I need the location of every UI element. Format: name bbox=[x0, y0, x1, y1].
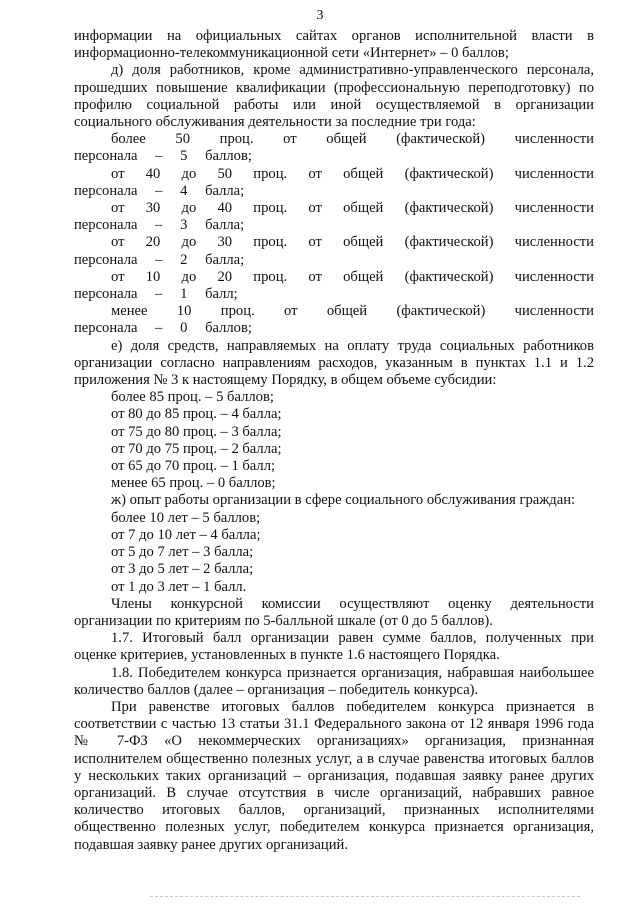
page-number: 3 bbox=[316, 8, 324, 23]
criterion-e-option: от 70 до 75 проц. – 2 балла; bbox=[111, 440, 282, 457]
criterion-zh-heading: ж) опыт работы организации в сфере социального обслуживания граждан: bbox=[111, 492, 576, 509]
criterion-e-option: от 65 до 70 проц. – 1 балл; bbox=[111, 458, 276, 475]
criterion-zh-option: от 5 до 7 лет – 3 балла; bbox=[111, 544, 254, 561]
criterion-e-option: от 75 до 80 проц. – 3 балла; bbox=[111, 423, 282, 440]
criterion-e-option: более 85 проц. – 5 баллов; bbox=[111, 389, 274, 406]
scan-artifact-line bbox=[150, 896, 580, 897]
clause-1-8: 1.8. Победителем конкурса признается организация, набравшая наибольшее количество баллов (далее – организация – победитель конкурса). bbox=[74, 664, 594, 698]
criterion-d-option: от 40 до 50 проц. от общей (фактической) численности персонала – 4 балла; bbox=[74, 165, 594, 199]
criterion-d-option: менее 10 проц. от общей (фактической) численности персонала – 0 баллов; bbox=[74, 303, 594, 337]
criterion-d-option: от 10 до 20 проц. от общей (фактической) численности персонала – 1 балл; bbox=[74, 268, 594, 303]
criterion-e-option: менее 65 проц. – 0 баллов; bbox=[111, 475, 276, 492]
paragraph-commission-evaluation: Члены конкурсной комиссии осуществляют оценку деятельности организации по критериям по 5-балльной шкале (от 0 до 5 баллов). bbox=[74, 595, 594, 629]
criterion-zh-option: от 3 до 5 лет – 2 балла; bbox=[111, 561, 254, 578]
criterion-d-option: более 50 проц. от общей (фактической) численности персонала – 5 баллов; bbox=[74, 131, 594, 165]
criterion-d-option: от 20 до 30 проц. от общей (фактической) численности персонала – 2 балла; bbox=[74, 234, 594, 268]
criterion-e-heading: е) доля средств, направляемых на оплату труда социальных работников организации согласно направлениям расходов, указанным в пунктах 1.1 и 1.2 приложения № 3 к настоящему Порядку, в общем объеме субсидии: bbox=[74, 337, 594, 389]
criterion-zh-option: от 7 до 10 лет – 4 балла; bbox=[111, 526, 261, 543]
paragraph-tie-rule: При равенстве итоговых баллов победителем конкурса признается в соответствии с частью 13 статьи 31.1 Федерального закона от 12 января 1996 года № 7-ФЗ «О некоммерческих организациях» организация, признанная исполнителем общественно полезных услуг, а в случае равенства итоговых баллов у нескольких таких организаций – организация, подавшая заявку ранее других организаций. В случае отсутствия в числе организаций, набравших равное количество итоговых баллов, организаций, признанных исполнителями общественно полезных услуг, победителем конкурса признается организация, подавшая заявку ранее других организаций. bbox=[74, 698, 594, 853]
criterion-zh-option: от 1 до 3 лет – 1 балл. bbox=[111, 578, 247, 595]
document-body bbox=[74, 28, 594, 854]
criterion-d-option: от 30 до 40 проц. от общей (фактической) численности персонала – 3 балла; bbox=[74, 200, 594, 234]
criterion-e-option: от 80 до 85 проц. – 4 балла; bbox=[111, 406, 282, 423]
criterion-d-heading: д) доля работников, кроме административно-управленческого персонала, прошедших повышение квалификации (профессиональную переподготовку) по профилю социальной работы или иной осуществляемой в организации социального обслуживания деятельности за последние три года: bbox=[74, 62, 594, 131]
criterion-zh-option: более 10 лет – 5 баллов; bbox=[111, 509, 261, 526]
paragraph-website-info: информации на официальных сайтах органов исполнительной власти в информационно-телекоммуникационной сети «Интернет» – 0 баллов; bbox=[74, 28, 594, 62]
clause-1-7: 1.7. Итоговый балл организации равен сумме баллов, полученных при оценке критериев, установленных в пункте 1.6 настоящего Порядка. bbox=[74, 630, 594, 664]
